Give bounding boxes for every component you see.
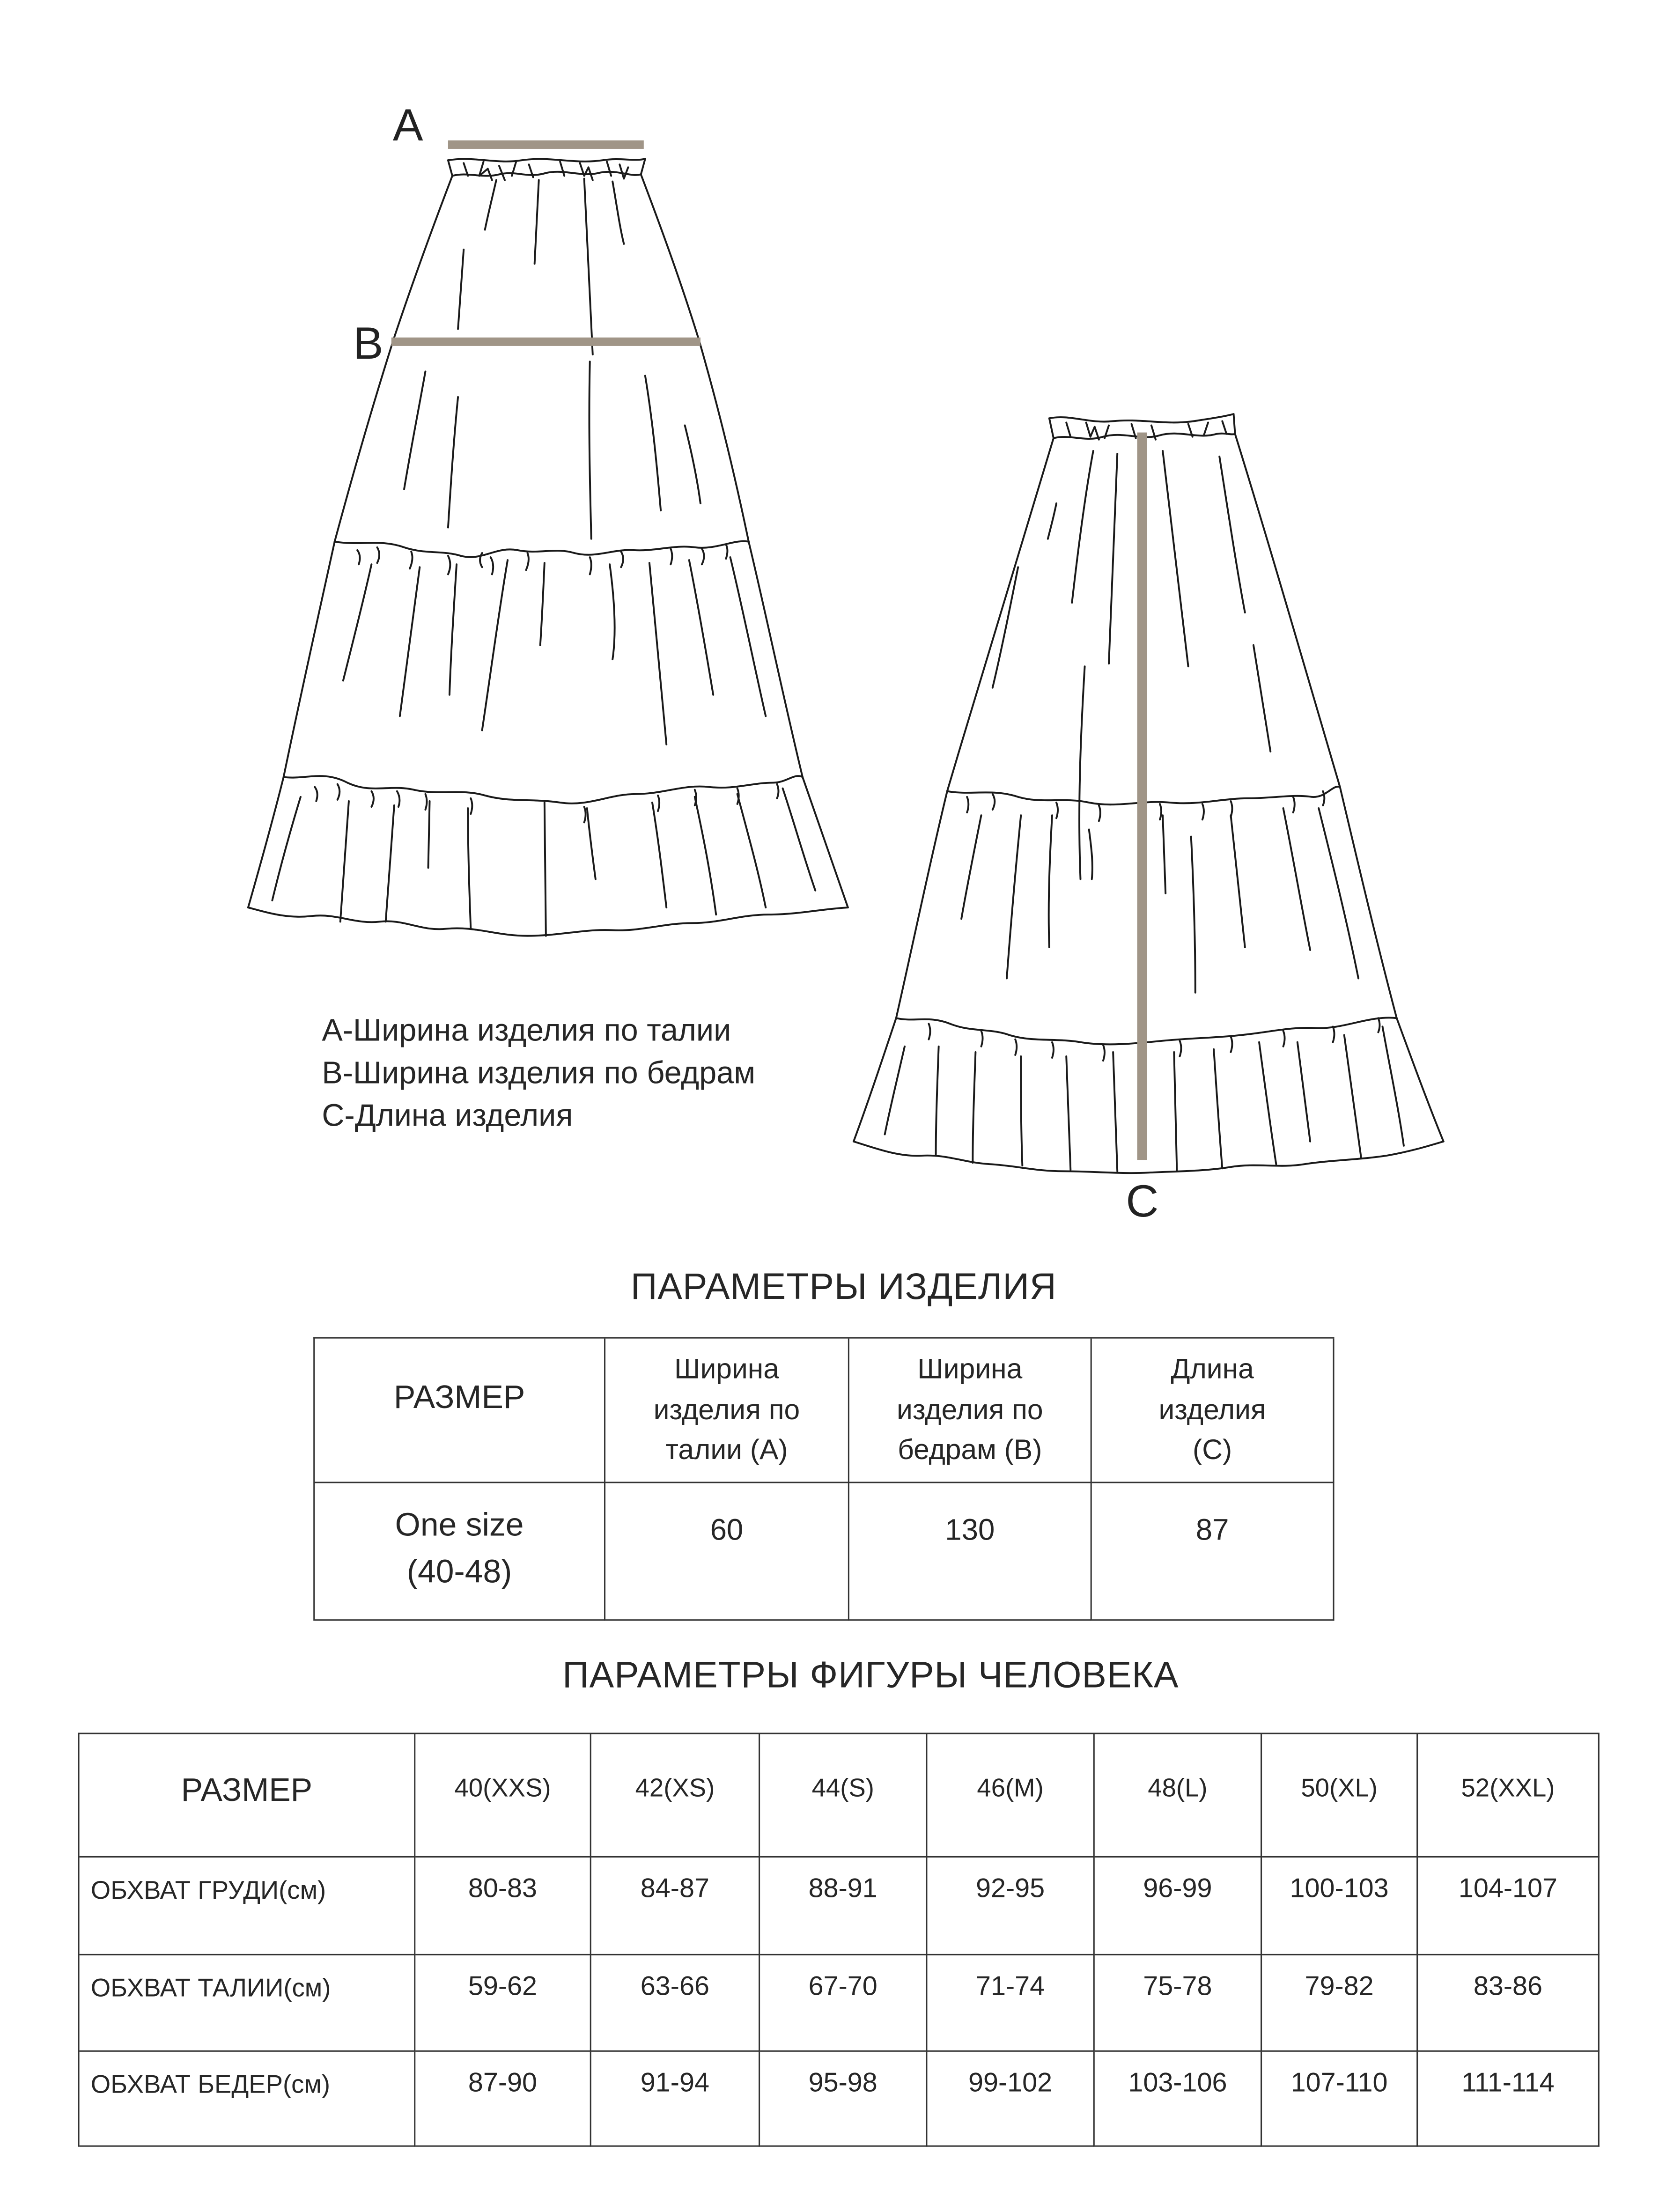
front-seam-2 [284, 776, 803, 804]
measure-line-c-length [1137, 433, 1147, 1160]
table-cell: 84-87 [591, 1858, 760, 1955]
table-cell: 59-62 [415, 1955, 591, 2052]
measurement-legend [322, 1010, 755, 1137]
front-middle-tier-folds [343, 557, 766, 745]
front-skirt-drawing [248, 159, 848, 936]
measure-line-a-waist [448, 140, 644, 149]
back-bottom-tier-outline [854, 1018, 1444, 1141]
table-cell: 80-83 [415, 1858, 591, 1955]
legend-item-b: B-Ширина изделия по бедрам [322, 1054, 756, 1091]
body-parameters-table [78, 1733, 1600, 2146]
header-line: Ширина [917, 1354, 1023, 1386]
front-upper-tier-folds [404, 179, 700, 539]
product-parameters-table [313, 1337, 1334, 1621]
header-size-44: 44(S) [760, 1734, 927, 1857]
back-skirt-drawing [854, 414, 1444, 1173]
table-cell: 87-90 [415, 2052, 591, 2147]
table-cell: 107-110 [1262, 2052, 1418, 2147]
header-line: (C) [1193, 1435, 1232, 1467]
header-line: талии (A) [665, 1435, 788, 1467]
table-cell: 67-70 [760, 1955, 927, 2052]
cell-size [315, 1483, 605, 1621]
table-cell: 111-114 [1418, 2052, 1600, 2147]
row-label-bust: ОБХВАТ ГРУДИ(см) [80, 1858, 416, 1955]
header-line: изделия [1158, 1394, 1266, 1426]
measure-line-b-hips [391, 338, 700, 346]
front-seam-2-gathers [315, 784, 778, 823]
header-size-42: 42(XS) [591, 1734, 760, 1857]
header-size: РАЗМЕР [80, 1734, 416, 1857]
header-line: Ширина [674, 1354, 779, 1386]
table-cell: 104-107 [1418, 1858, 1600, 1955]
row-label-hips: ОБХВАТ БЕДЕР(см) [80, 2052, 416, 2147]
legend-item-a: A-Ширина изделия по талии [322, 1012, 731, 1048]
header-size-48: 48(L) [1095, 1734, 1262, 1857]
front-waistband-gathers [464, 162, 628, 180]
back-hem [854, 1142, 1444, 1173]
legend-item-c: C-Длина изделия [322, 1097, 573, 1133]
front-waistband-top [448, 159, 645, 162]
table-cell: 71-74 [927, 1955, 1094, 2052]
table-cell: 100-103 [1262, 1858, 1418, 1955]
front-hem [248, 907, 848, 936]
table-cell: 75-78 [1095, 1955, 1262, 2052]
header-waist-width [605, 1339, 849, 1483]
table-cell: 99-102 [927, 2052, 1094, 2147]
cell-length: 87 [1092, 1483, 1335, 1621]
header-size-46: 46(M) [927, 1734, 1094, 1857]
cell-hip-width: 130 [849, 1483, 1092, 1621]
front-seam-1 [335, 541, 749, 557]
row-label-waist: ОБХВАТ ТАЛИИ(см) [80, 1955, 416, 2052]
header-line: изделия по [653, 1394, 800, 1426]
body-parameters-title: ПАРАМЕТРЫ ФИГУРЫ ЧЕЛОВЕКА [562, 1653, 1179, 1696]
table-cell: 63-66 [591, 1955, 760, 2052]
header-size-50: 50(XL) [1262, 1734, 1418, 1857]
product-parameters-title: ПАРАМЕТРЫ ИЗДЕЛИЯ [630, 1265, 1057, 1308]
table-cell: 92-95 [927, 1858, 1094, 1955]
table-cell: 96-99 [1095, 1858, 1262, 1955]
front-upper-tier-outline [335, 174, 749, 541]
header-size: РАЗМЕР [315, 1339, 605, 1483]
measure-label-c: C [1126, 1175, 1159, 1227]
header-line: изделия по [897, 1394, 1043, 1426]
size-line: (40-48) [406, 1552, 512, 1590]
table-cell: 91-94 [591, 2052, 760, 2147]
header-size-40: 40(XXS) [415, 1734, 591, 1857]
measure-label-a: A [392, 99, 423, 150]
header-length [1092, 1339, 1335, 1483]
back-upper-tier-folds [993, 451, 1271, 879]
back-middle-tier-folds [961, 808, 1358, 993]
header-line: бедрам (B) [898, 1435, 1042, 1467]
cell-waist-width: 60 [605, 1483, 849, 1621]
table-cell: 88-91 [760, 1858, 927, 1955]
front-bottom-tier-folds [272, 789, 815, 936]
header-size-52: 52(XXL) [1418, 1734, 1600, 1857]
header-hip-width [849, 1339, 1092, 1483]
back-seam-2-gathers [929, 1018, 1379, 1061]
table-cell: 95-98 [760, 2052, 927, 2147]
table-cell: 83-86 [1418, 1955, 1600, 2052]
table-cell: 103-106 [1095, 2052, 1262, 2147]
size-line: One size [395, 1505, 524, 1543]
back-waistband-top [1049, 414, 1234, 422]
header-line: Длина [1171, 1354, 1254, 1386]
table-cell: 79-82 [1262, 1955, 1418, 2052]
measure-label-b: B [353, 317, 383, 369]
